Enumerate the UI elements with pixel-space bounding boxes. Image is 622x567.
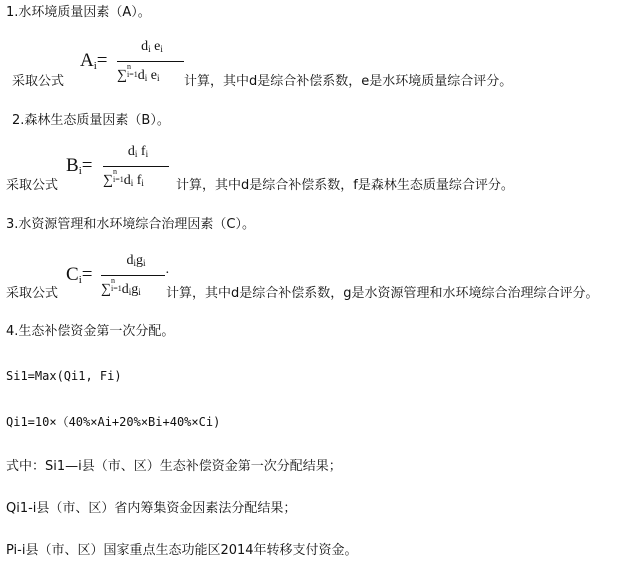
formula-b-lhs: $B_i=$ (66, 155, 93, 177)
formula-a-prefix: 采取公式 (12, 74, 65, 89)
equation-qi1: Qi1=10×（40%×Ai+20%×Bi+40%×Ci) (6, 415, 221, 429)
equation-si1: Si1=Max(Qi1, Fi) (6, 369, 122, 383)
formula-a-suffix: 计算，其中d是综合补偿系数，e是水环境质量综合评分。 (184, 74, 513, 89)
formula-b-suffix: 计算，其中d是综合补偿系数，f是森林生态质量综合评分。 (176, 178, 514, 193)
section-2-title: 2.森林生态质量因素（B）。 (12, 113, 170, 128)
section-4-title: 4.生态补偿资金第一次分配。 (6, 324, 175, 339)
formula-c-suffix: 计算，其中d是综合补偿系数，g是水资源管理和水环境综合治理综合评分。 (166, 286, 599, 301)
definition-qi1: Qi1-i县（市、区）省内筹集资金因素法分配结果； (6, 501, 297, 516)
formula-b-prefix: 采取公式 (6, 178, 59, 193)
definition-pi: Pi-i县（市、区）国家重点生态功能区2014年转移支付资金。 (6, 543, 358, 558)
definition-si1: 式中：Si1—i县（市、区）生态补偿资金第一次分配结果； (6, 459, 342, 474)
formula-c-prefix: 采取公式 (6, 286, 59, 301)
section-3-title: 3.水资源管理和水环境综合治理因素（C）。 (6, 217, 255, 232)
formula-a (80, 30, 190, 90)
formula-a-denominator: ∑n $i=1d_i$ $e_i$ (117, 62, 160, 83)
formula-b-numerator: $d_i$ $f_i$ (127, 144, 149, 159)
section-1-title: 1.水环境质量因素（A）。 (6, 5, 151, 20)
formula-a-numerator: $d_i$ $e_i$ (141, 39, 163, 54)
formula-c (66, 244, 172, 304)
formula-b-denominator: ∑n $i=1d_i$ $f_i$ (103, 167, 144, 188)
formula-c-trail-dot: · (165, 266, 170, 281)
formula-c-numerator: $d_ig_i$ (126, 253, 146, 268)
formula-c-denominator: ∑n $i=1d_ig_i$ (101, 276, 141, 297)
formula-a-lhs: $A_i=$ (80, 50, 108, 72)
formula-c-lhs: $C_i=$ (66, 264, 93, 286)
formula-b (66, 135, 176, 195)
